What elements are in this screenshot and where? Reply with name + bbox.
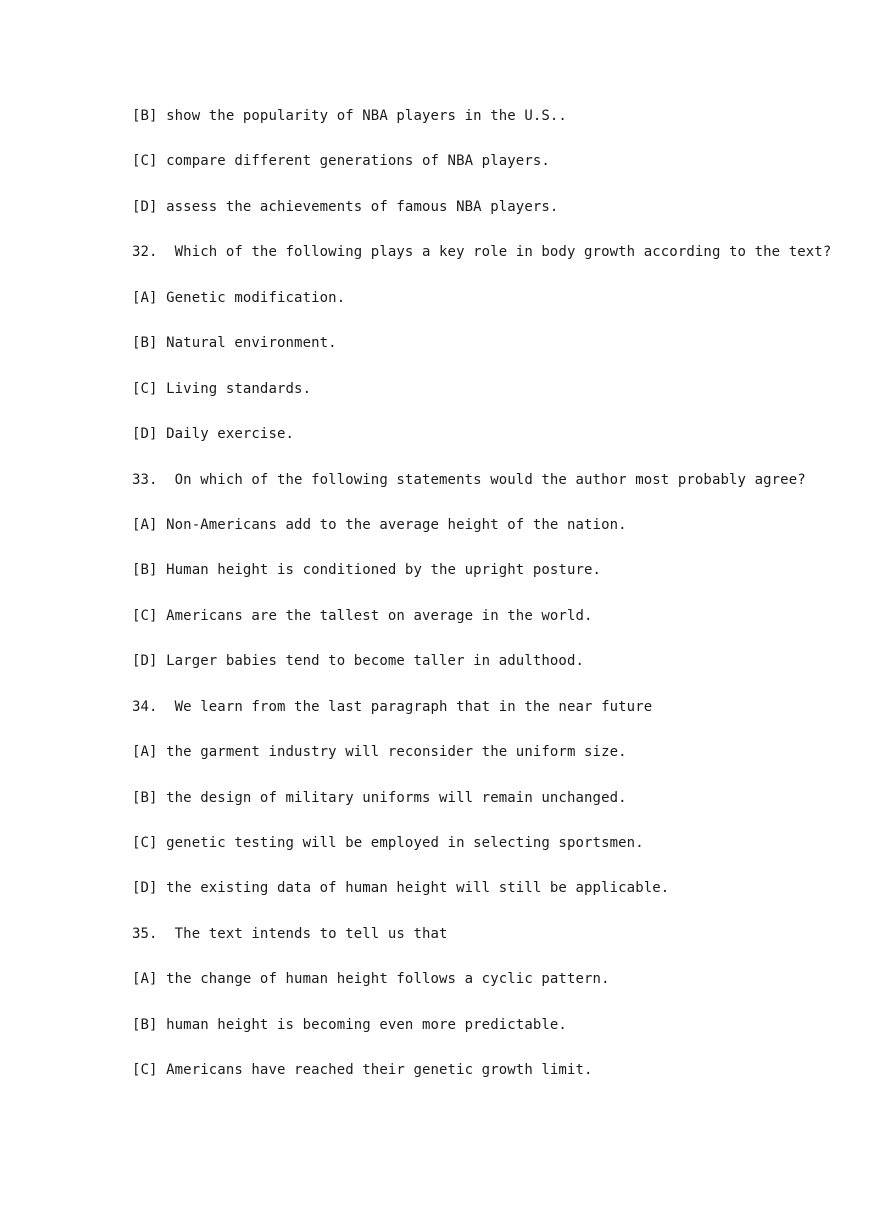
option-34a: [A] the garment industry will reconsider the uniform size. (132, 744, 627, 761)
option-34b: [B] the design of military uniforms will remain unchanged. (132, 789, 627, 806)
question-32: 32. Which of the following plays a key role in body growth according to the text? (132, 244, 832, 261)
option-32c: [C] Living standards. (132, 380, 312, 397)
option-33a: [A] Non-Americans add to the average height of the nation. (132, 516, 627, 533)
option-31b: [B] show the popularity of NBA players in the U.S.. (132, 108, 567, 124)
question-33: 33. On which of the following statements would the author most probably agree? (132, 471, 806, 488)
option-34d: [D] the existing data of human height will still be applicable. (132, 880, 670, 897)
question-list (132, 104, 832, 1104)
option-33c: [C] Americans are the tallest on average in the world. (132, 607, 593, 624)
option-35b: [B] human height is becoming even more predictable. (132, 1016, 567, 1033)
question-35: 35. The text intends to tell us that (132, 925, 448, 942)
option-32d: [D] Daily exercise. (132, 426, 295, 443)
option-33b: [B] Human height is conditioned by the upright posture. (132, 562, 602, 579)
option-35c: [C] Americans have reached their genetic growth limit. (132, 1062, 593, 1079)
option-31c: [C] compare different generations of NBA players. (132, 153, 550, 170)
option-35a: [A] the change of human height follows a cyclic pattern. (132, 971, 610, 988)
question-34: 34. We learn from the last paragraph that in the near future (132, 698, 653, 715)
option-32b: [B] Natural environment. (132, 335, 337, 352)
option-31d: [D] assess the achievements of famous NBA players. (132, 198, 559, 215)
option-33d: [D] Larger babies tend to become taller in adulthood. (132, 653, 585, 670)
option-32a: [A] Genetic modification. (132, 289, 346, 306)
option-34c: [C] genetic testing will be employed in selecting sportsmen. (132, 835, 644, 851)
